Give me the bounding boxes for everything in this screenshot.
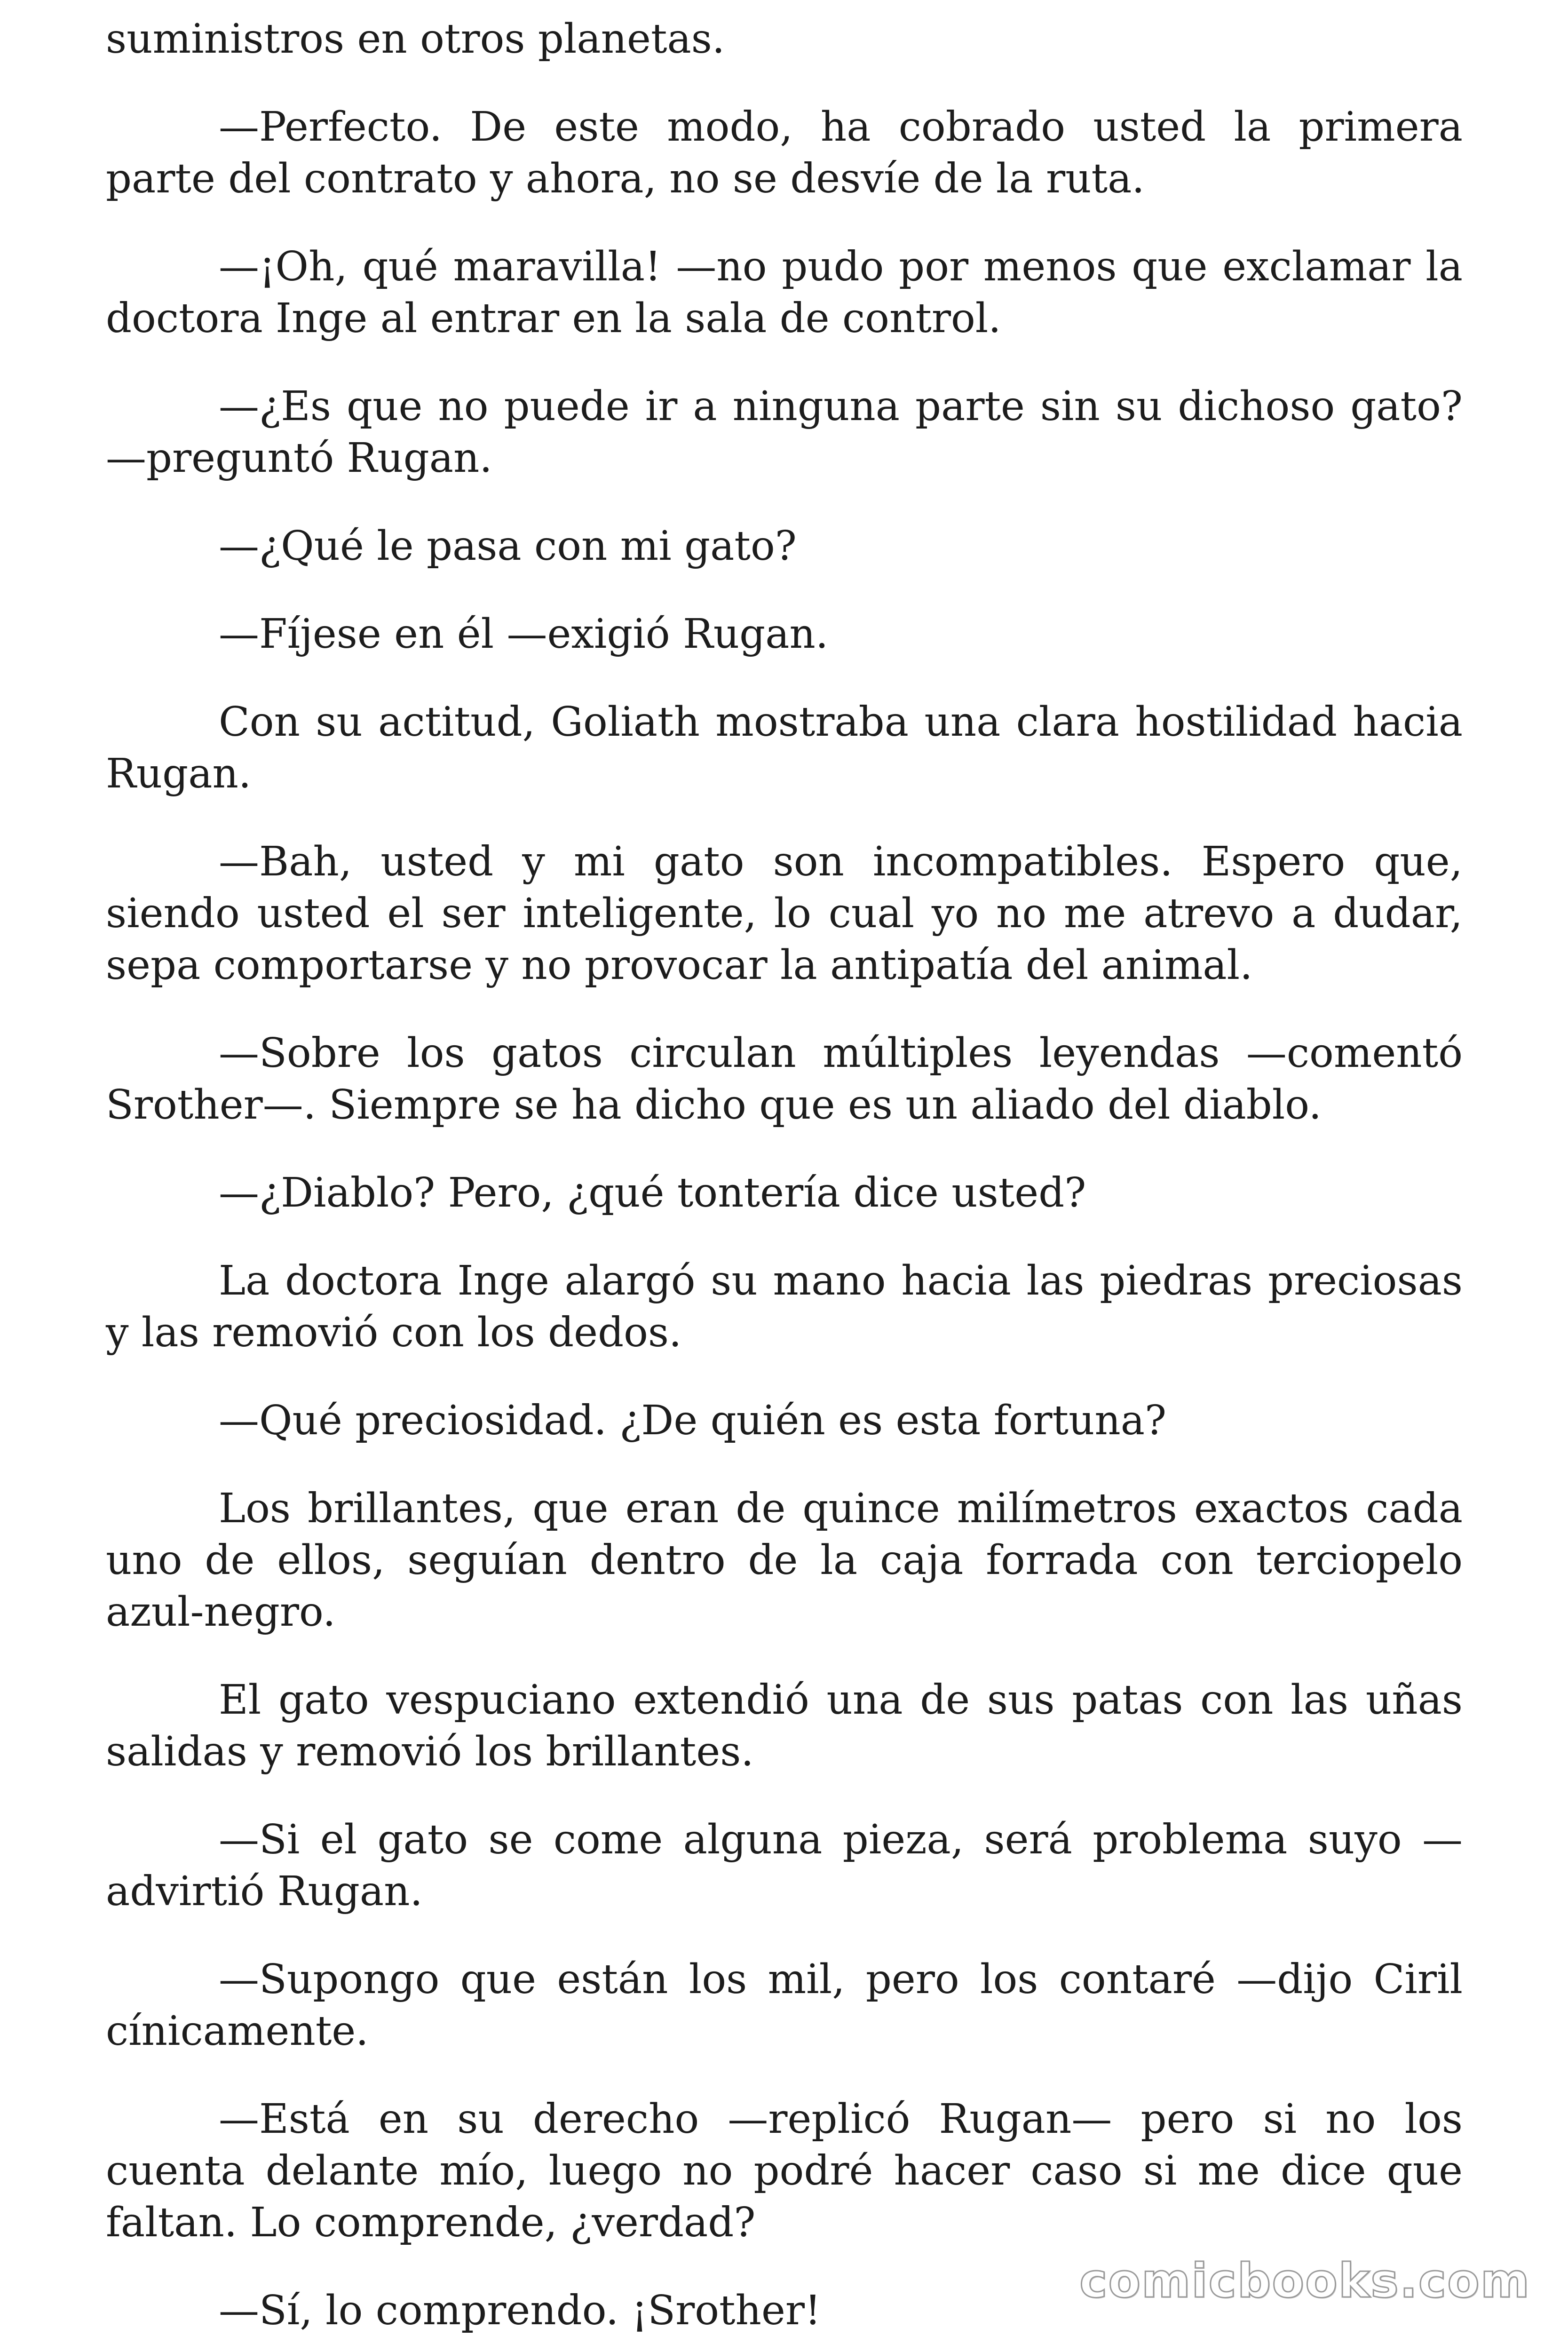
paragraph: —Si el gato se come alguna pieza, será problema suyo —advirtió Rugan.	[106, 1816, 1463, 1915]
paragraph: La doctora Inge alargó su mano hacia las piedras preciosas y las removió con los dedos.	[106, 1257, 1463, 1356]
paragraph: —¿Qué le pasa con mi gato?	[219, 523, 797, 570]
page-body	[106, 13, 1463, 2352]
paragraph: Los brillantes, que eran de quince milímetros exactos cada uno de ellos, seguían dentro de la caja forrada con terciopelo azul-negro.	[106, 1485, 1463, 1636]
watermark: comicbooks.com	[1079, 2253, 1530, 2308]
paragraph: —Sí, lo comprendo. ¡Srother!	[219, 2287, 821, 2334]
paragraph: —Fíjese en él —exigió Rugan.	[219, 611, 829, 658]
paragraph: —¿Es que no puede ir a ninguna parte sin su dichoso gato? —preguntó Rugan.	[106, 383, 1463, 482]
paragraph: —Perfecto. De este modo, ha cobrado usted la primera parte del contrato y ahora, no se desvíe de la ruta.	[106, 103, 1463, 202]
paragraph: —Supongo que están los mil, pero los contaré —dijo Ciril cínicamente.	[106, 1956, 1463, 2055]
paragraph: El gato vespuciano extendió una de sus patas con las uñas salidas y removió los brillantes.	[106, 1677, 1463, 1775]
paragraph: —¡Oh, qué maravilla! —no pudo por menos que exclamar la doctora Inge al entrar en la sala de control.	[106, 243, 1463, 342]
paragraph: —Está en su derecho —replicó Rugan— pero si no los cuenta delante mío, luego no podré hacer caso si me dice que faltan. Lo comprende, ¿verdad?	[106, 2096, 1463, 2246]
paragraph: —Qué preciosidad. ¿De quién es esta fortuna?	[219, 1397, 1167, 1444]
paragraph: —Bah, usted y mi gato son incompatibles. Espero que, siendo usted el ser inteligente, lo cual yo no me atrevo a dudar, sepa comportarse y no provocar la antipatía del animal.	[106, 838, 1463, 989]
paragraph: —¿Diablo? Pero, ¿qué tontería dice usted?	[219, 1169, 1086, 1216]
paragraph: Con su actitud, Goliath mostraba una clara hostilidad hacia Rugan.	[106, 699, 1463, 797]
paragraph: suministros en otros planetas.	[106, 16, 725, 63]
paragraph: —Sobre los gatos circulan múltiples leyendas —comentó Srother—. Siempre se ha dicho que es un aliado del diablo.	[106, 1030, 1463, 1128]
